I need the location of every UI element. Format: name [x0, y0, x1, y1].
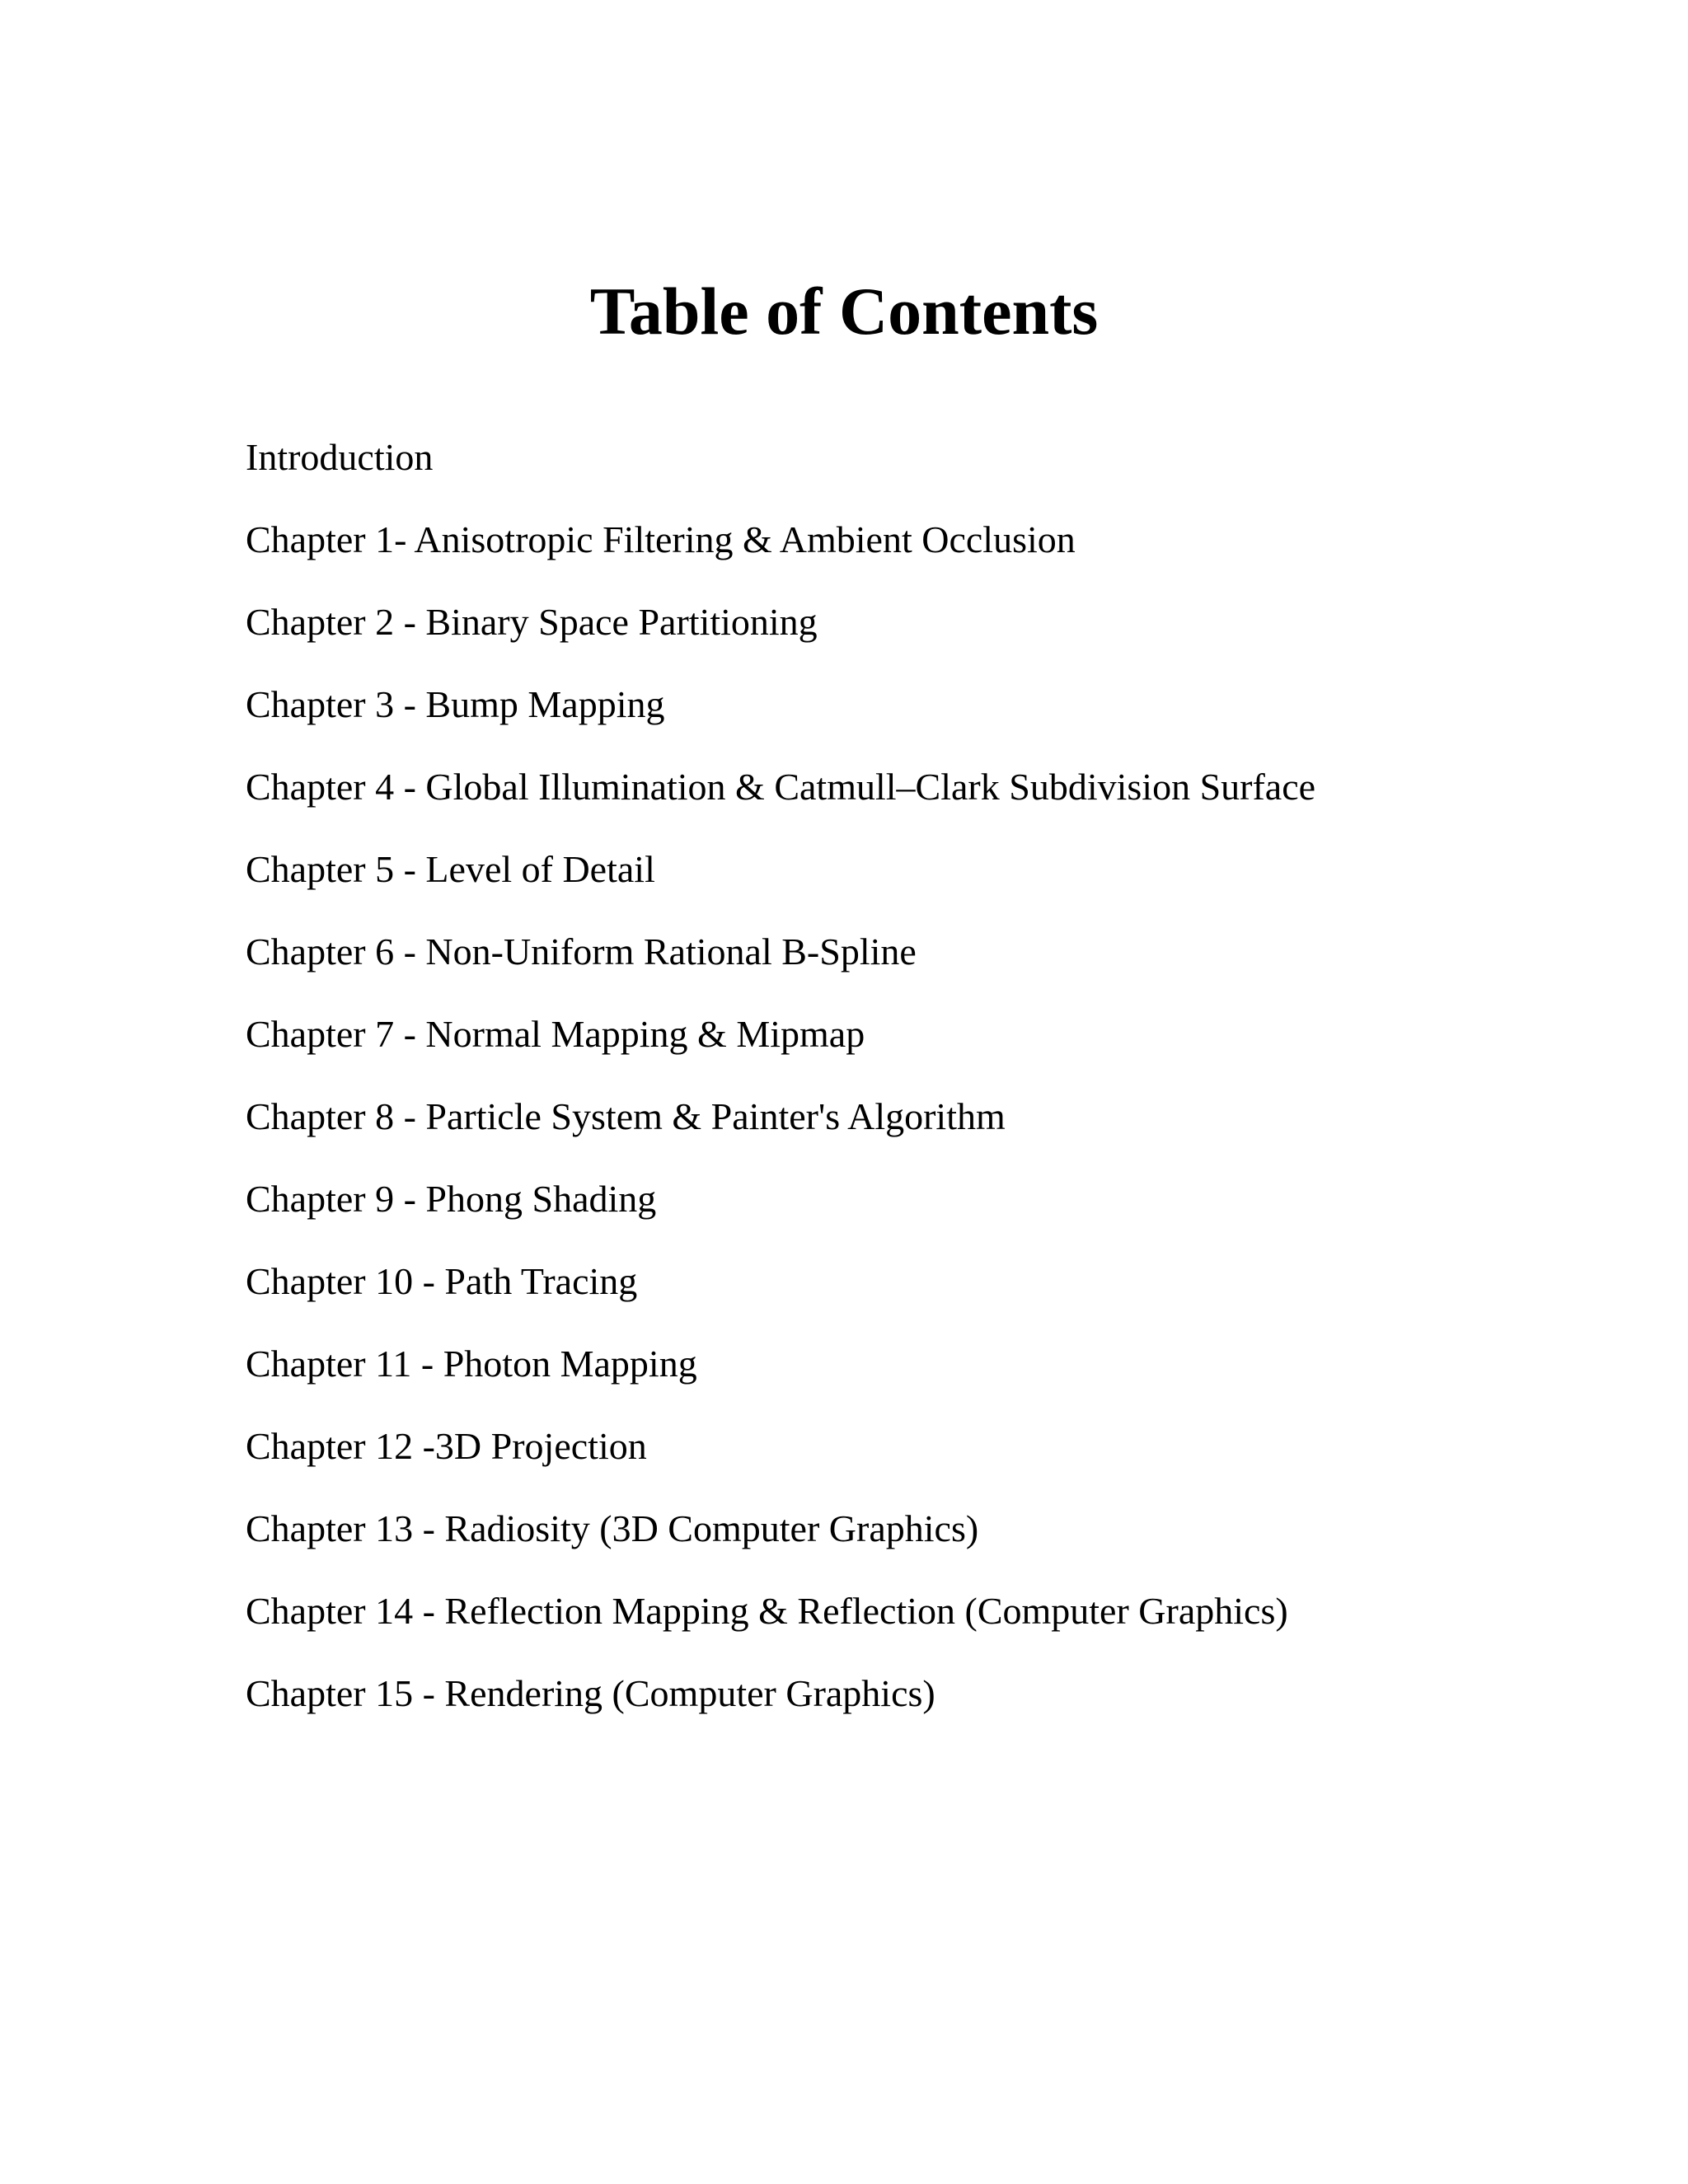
toc-entry-chapter-14: Chapter 14 - Reflection Mapping & Reflection (Computer Graphics) — [246, 1590, 1288, 1632]
toc-list — [246, 416, 1564, 1735]
toc-entry-chapter-10: Chapter 10 - Path Tracing — [246, 1260, 638, 1302]
toc-entry-chapter-13: Chapter 13 - Radiosity (3D Computer Graphics) — [246, 1507, 979, 1549]
toc-entry-chapter-4: Chapter 4 - Global Illumination & Catmull–Clark Subdivision Surface — [246, 766, 1316, 808]
toc-entry-chapter-8: Chapter 8 - Particle System & Painter's Algorithm — [246, 1095, 1006, 1137]
page-title: Table of Contents — [589, 274, 1099, 349]
toc-entry-chapter-5: Chapter 5 - Level of Detail — [246, 848, 655, 890]
toc-entry-introduction: Introduction — [246, 436, 434, 478]
toc-entry-chapter-6: Chapter 6 - Non-Uniform Rational B-Spline — [246, 930, 917, 972]
toc-entry-chapter-12: Chapter 12 -3D Projection — [246, 1425, 647, 1467]
toc-entry-chapter-1: Chapter 1- Anisotropic Filtering & Ambient Occlusion — [246, 518, 1076, 560]
toc-entry-chapter-7: Chapter 7 - Normal Mapping & Mipmap — [246, 1013, 865, 1055]
toc-entry-chapter-9: Chapter 9 - Phong Shading — [246, 1178, 657, 1220]
toc-entry-chapter-3: Chapter 3 - Bump Mapping — [246, 683, 665, 725]
toc-entry-chapter-2: Chapter 2 - Binary Space Partitioning — [246, 601, 818, 643]
toc-entry-chapter-15: Chapter 15 - Rendering (Computer Graphics) — [246, 1672, 935, 1714]
toc-entry-chapter-11: Chapter 11 - Photon Mapping — [246, 1343, 697, 1385]
